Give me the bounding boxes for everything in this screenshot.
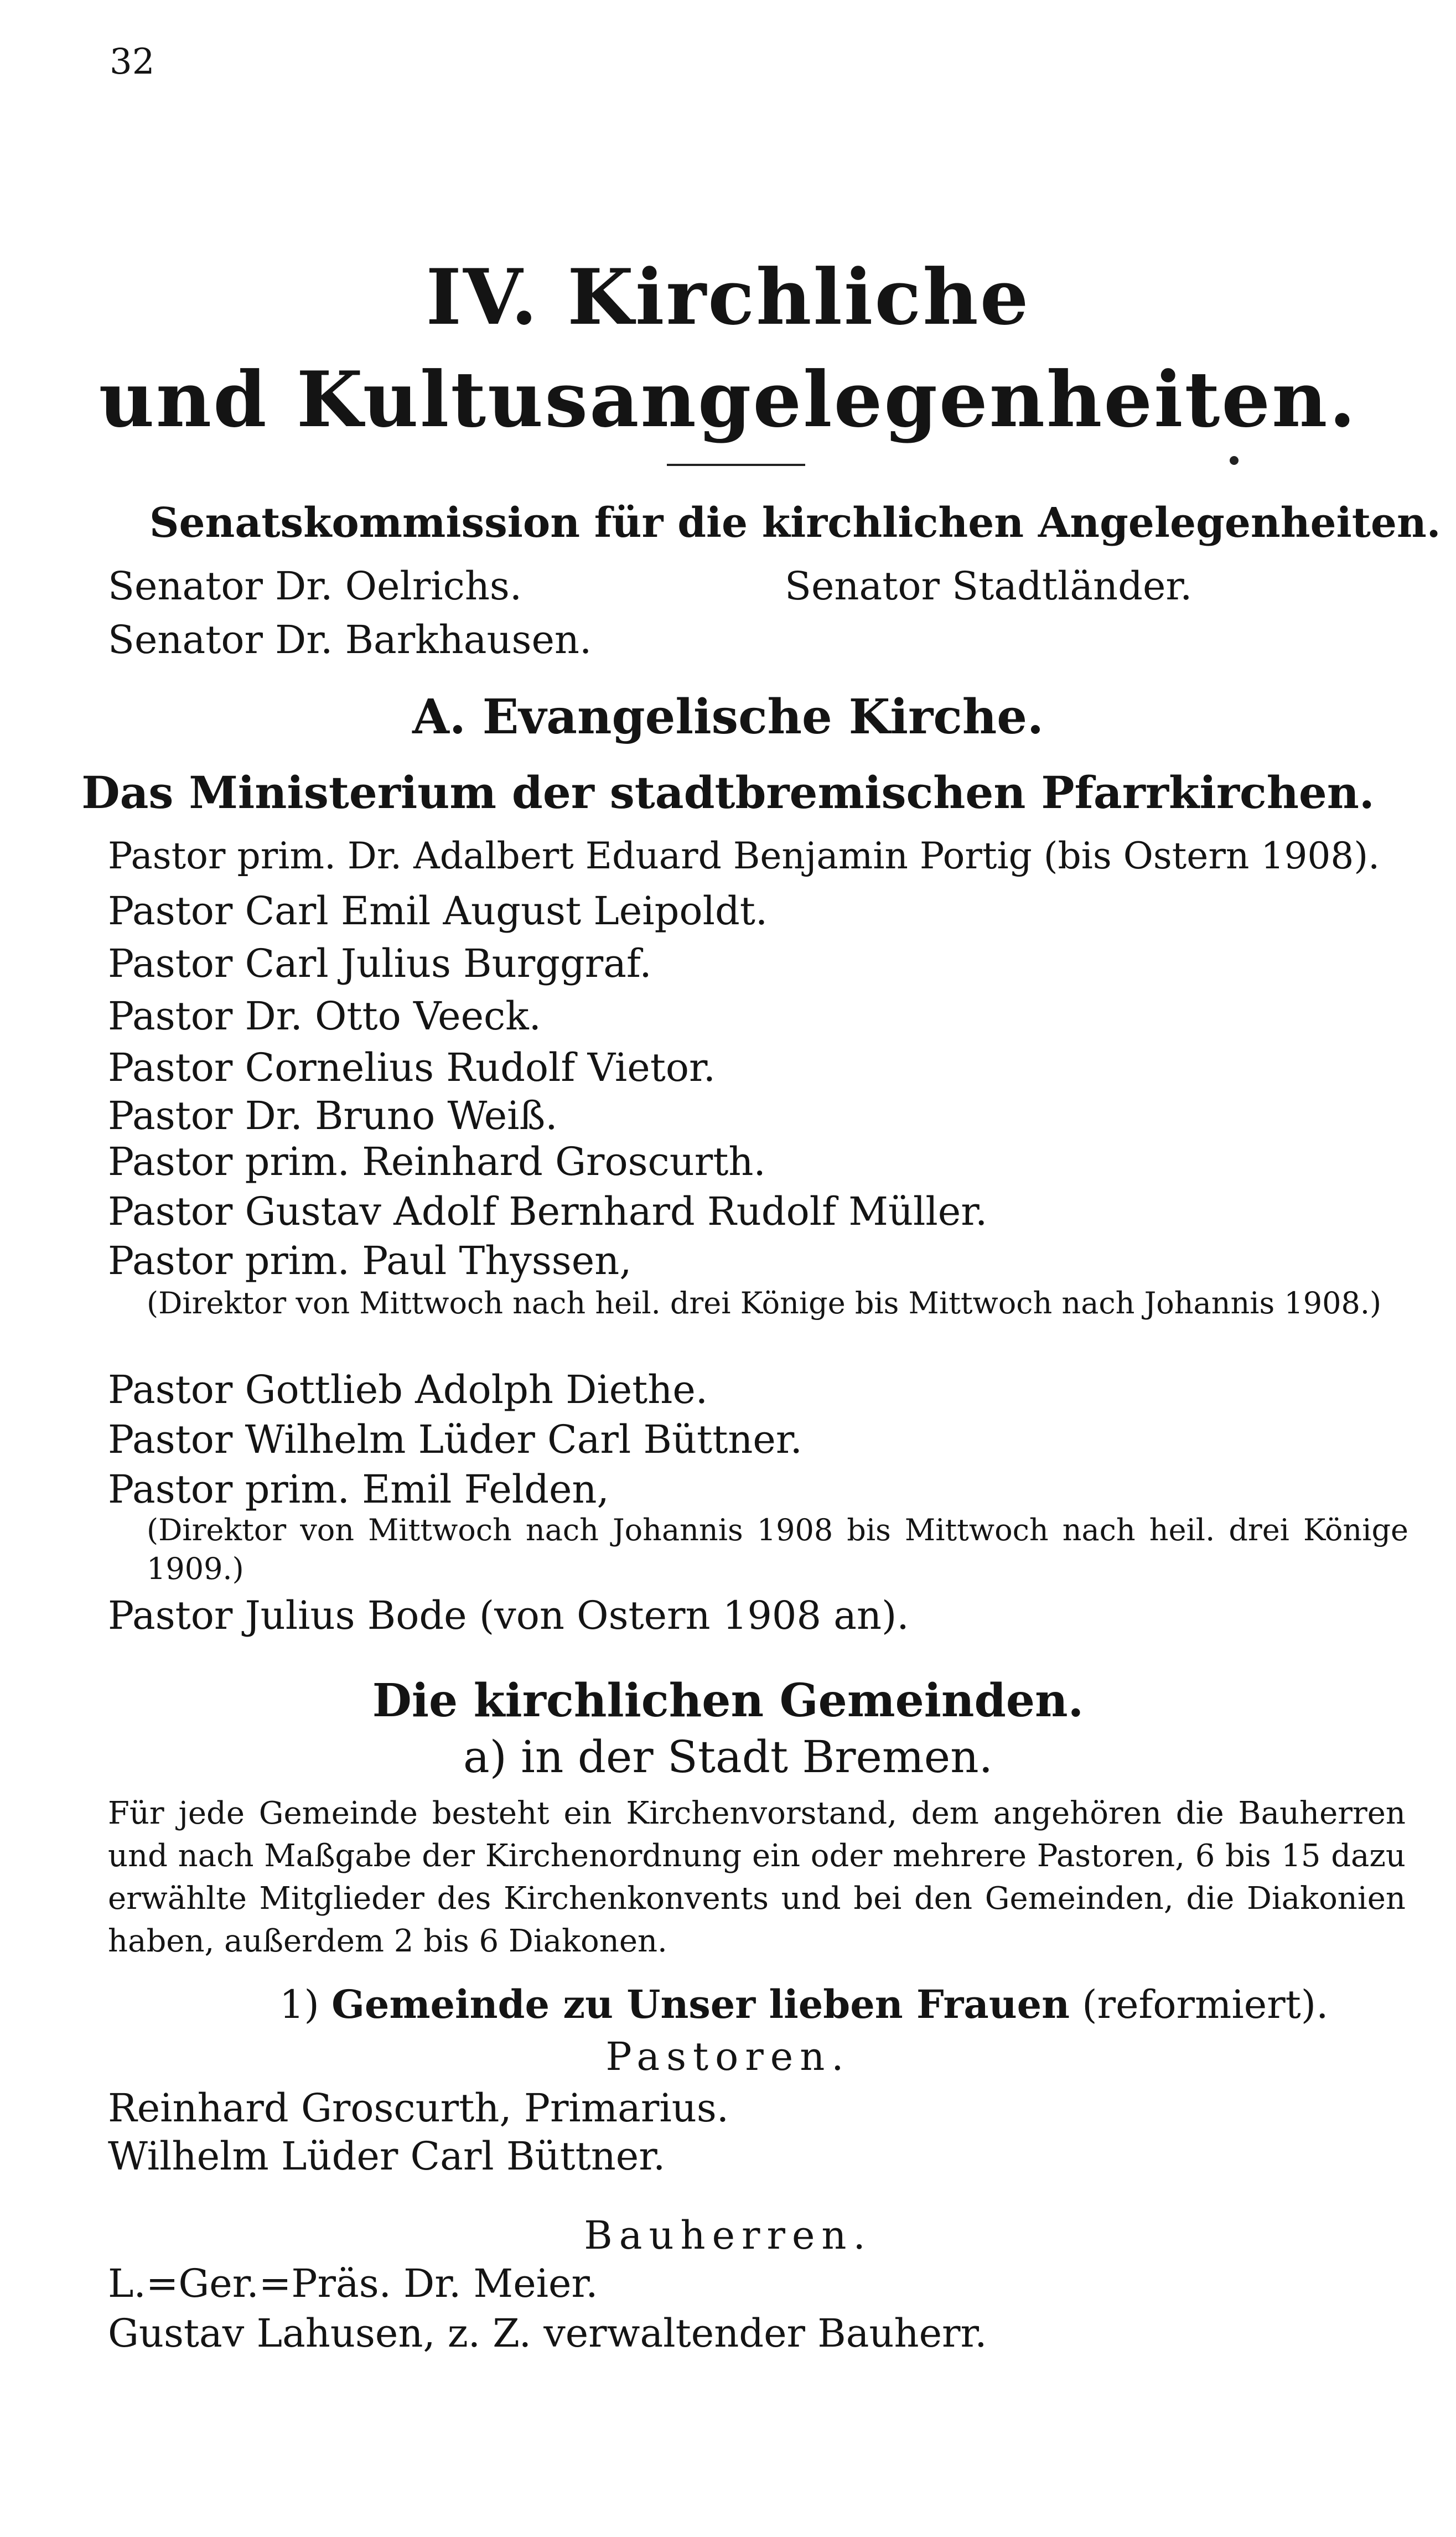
pastor-name: Reinhard Groscurth, Primarius. [108, 2085, 729, 2131]
pastor-entry: Pastor prim. Reinhard Groscurth. [108, 1139, 766, 1184]
pastor-entry: Pastor prim. Paul Thyssen, [108, 1238, 632, 1283]
bauherren-heading: Bauherren. [584, 2213, 872, 2258]
senat-member: Senator Dr. Oelrichs. [108, 563, 522, 609]
pastor-entry: Pastor Cornelius Rudolf Vietor. [108, 1045, 716, 1090]
gemeinde-number: 1) [279, 1982, 319, 2027]
gemeinden-heading: Die kirchlichen Gemeinden. [372, 1674, 1084, 1727]
pastor-entry: Pastor Julius Bode (von Ostern 1908 an). [108, 1593, 909, 1638]
page-number: 32 [110, 42, 155, 82]
pastor-entry: Pastor prim. Dr. Adalbert Eduard Benjamin Portig (bis Ostern 1908). [108, 835, 1380, 877]
pastor-entry: Pastor Dr. Otto Veeck. [108, 993, 541, 1039]
director-note: (Direktor von Mittwoch nach Johannis 1908 bis Mittwoch nach heil. drei Könige 1909.) [147, 1513, 1408, 1586]
gemeinde-name: Gemeinde zu Unser lieben Frauen [331, 1981, 1070, 2027]
bauherr-name: Gustav Lahusen, z. Z. verwaltender Bauherr. [108, 2311, 987, 2356]
pastoren-heading: Pastoren. [605, 2034, 851, 2079]
gemeinden-subheading: a) in der Stadt Bremen. [463, 1731, 993, 1783]
chapter-title-line-1: IV. Kirchliche [426, 252, 1030, 342]
pastor-entry: Pastor Gustav Adolf Bernhard Rudolf Müller. [108, 1189, 988, 1234]
ministerium-heading: Das Ministerium der stadtbremischen Pfarrkirchen. [81, 767, 1375, 819]
gemeinden-paragraph: Für jede Gemeinde besteht ein Kirchenvorstand, dem angehören die Bauherren und nach Maßgabe der Kirchenordnung ein oder mehrere Pastoren, 6 bis 15 dazu erwählte Mitglieder des Kirchenkonvents und bei den Gemeinden, die Diakonien haben, außerdem 2 bis 6 Diakonen. [108, 1795, 1406, 1959]
divider-rule [667, 464, 805, 466]
bauherr-name: L.=Ger.=Präs. Dr. Meier. [108, 2261, 598, 2306]
senat-heading: Senatskommission für die kirchlichen Angelegenheiten. [149, 499, 1441, 547]
pastor-entry: Pastor Dr. Bruno Weiß. [108, 1093, 558, 1138]
pastor-entry: Pastor Carl Julius Burggraf. [108, 941, 652, 986]
pastor-entry: Pastor Gottlieb Adolph Diethe. [108, 1367, 708, 1412]
gemeinde-confession: (reformiert). [1082, 1982, 1329, 2027]
senat-member: Senator Dr. Barkhausen. [108, 617, 592, 662]
gemeinde-heading [279, 1981, 1328, 2027]
ink-dot [1230, 456, 1239, 465]
pastor-name: Wilhelm Lüder Carl Büttner. [108, 2134, 666, 2179]
senat-member: Senator Stadtländer. [785, 563, 1193, 609]
director-note: (Direktor von Mittwoch nach heil. drei Könige bis Mittwoch nach Johannis 1908.) [147, 1286, 1382, 1321]
pastor-entry: Pastor Carl Emil August Leipoldt. [108, 888, 768, 934]
pastor-entry: Pastor Wilhelm Lüder Carl Büttner. [108, 1417, 802, 1462]
pastor-entry: Pastor prim. Emil Felden, [108, 1467, 609, 1512]
evangelisch-heading: A. Evangelische Kirche. [412, 689, 1044, 745]
chapter-title-line-2: und Kultusangelegenheiten. [99, 354, 1357, 444]
